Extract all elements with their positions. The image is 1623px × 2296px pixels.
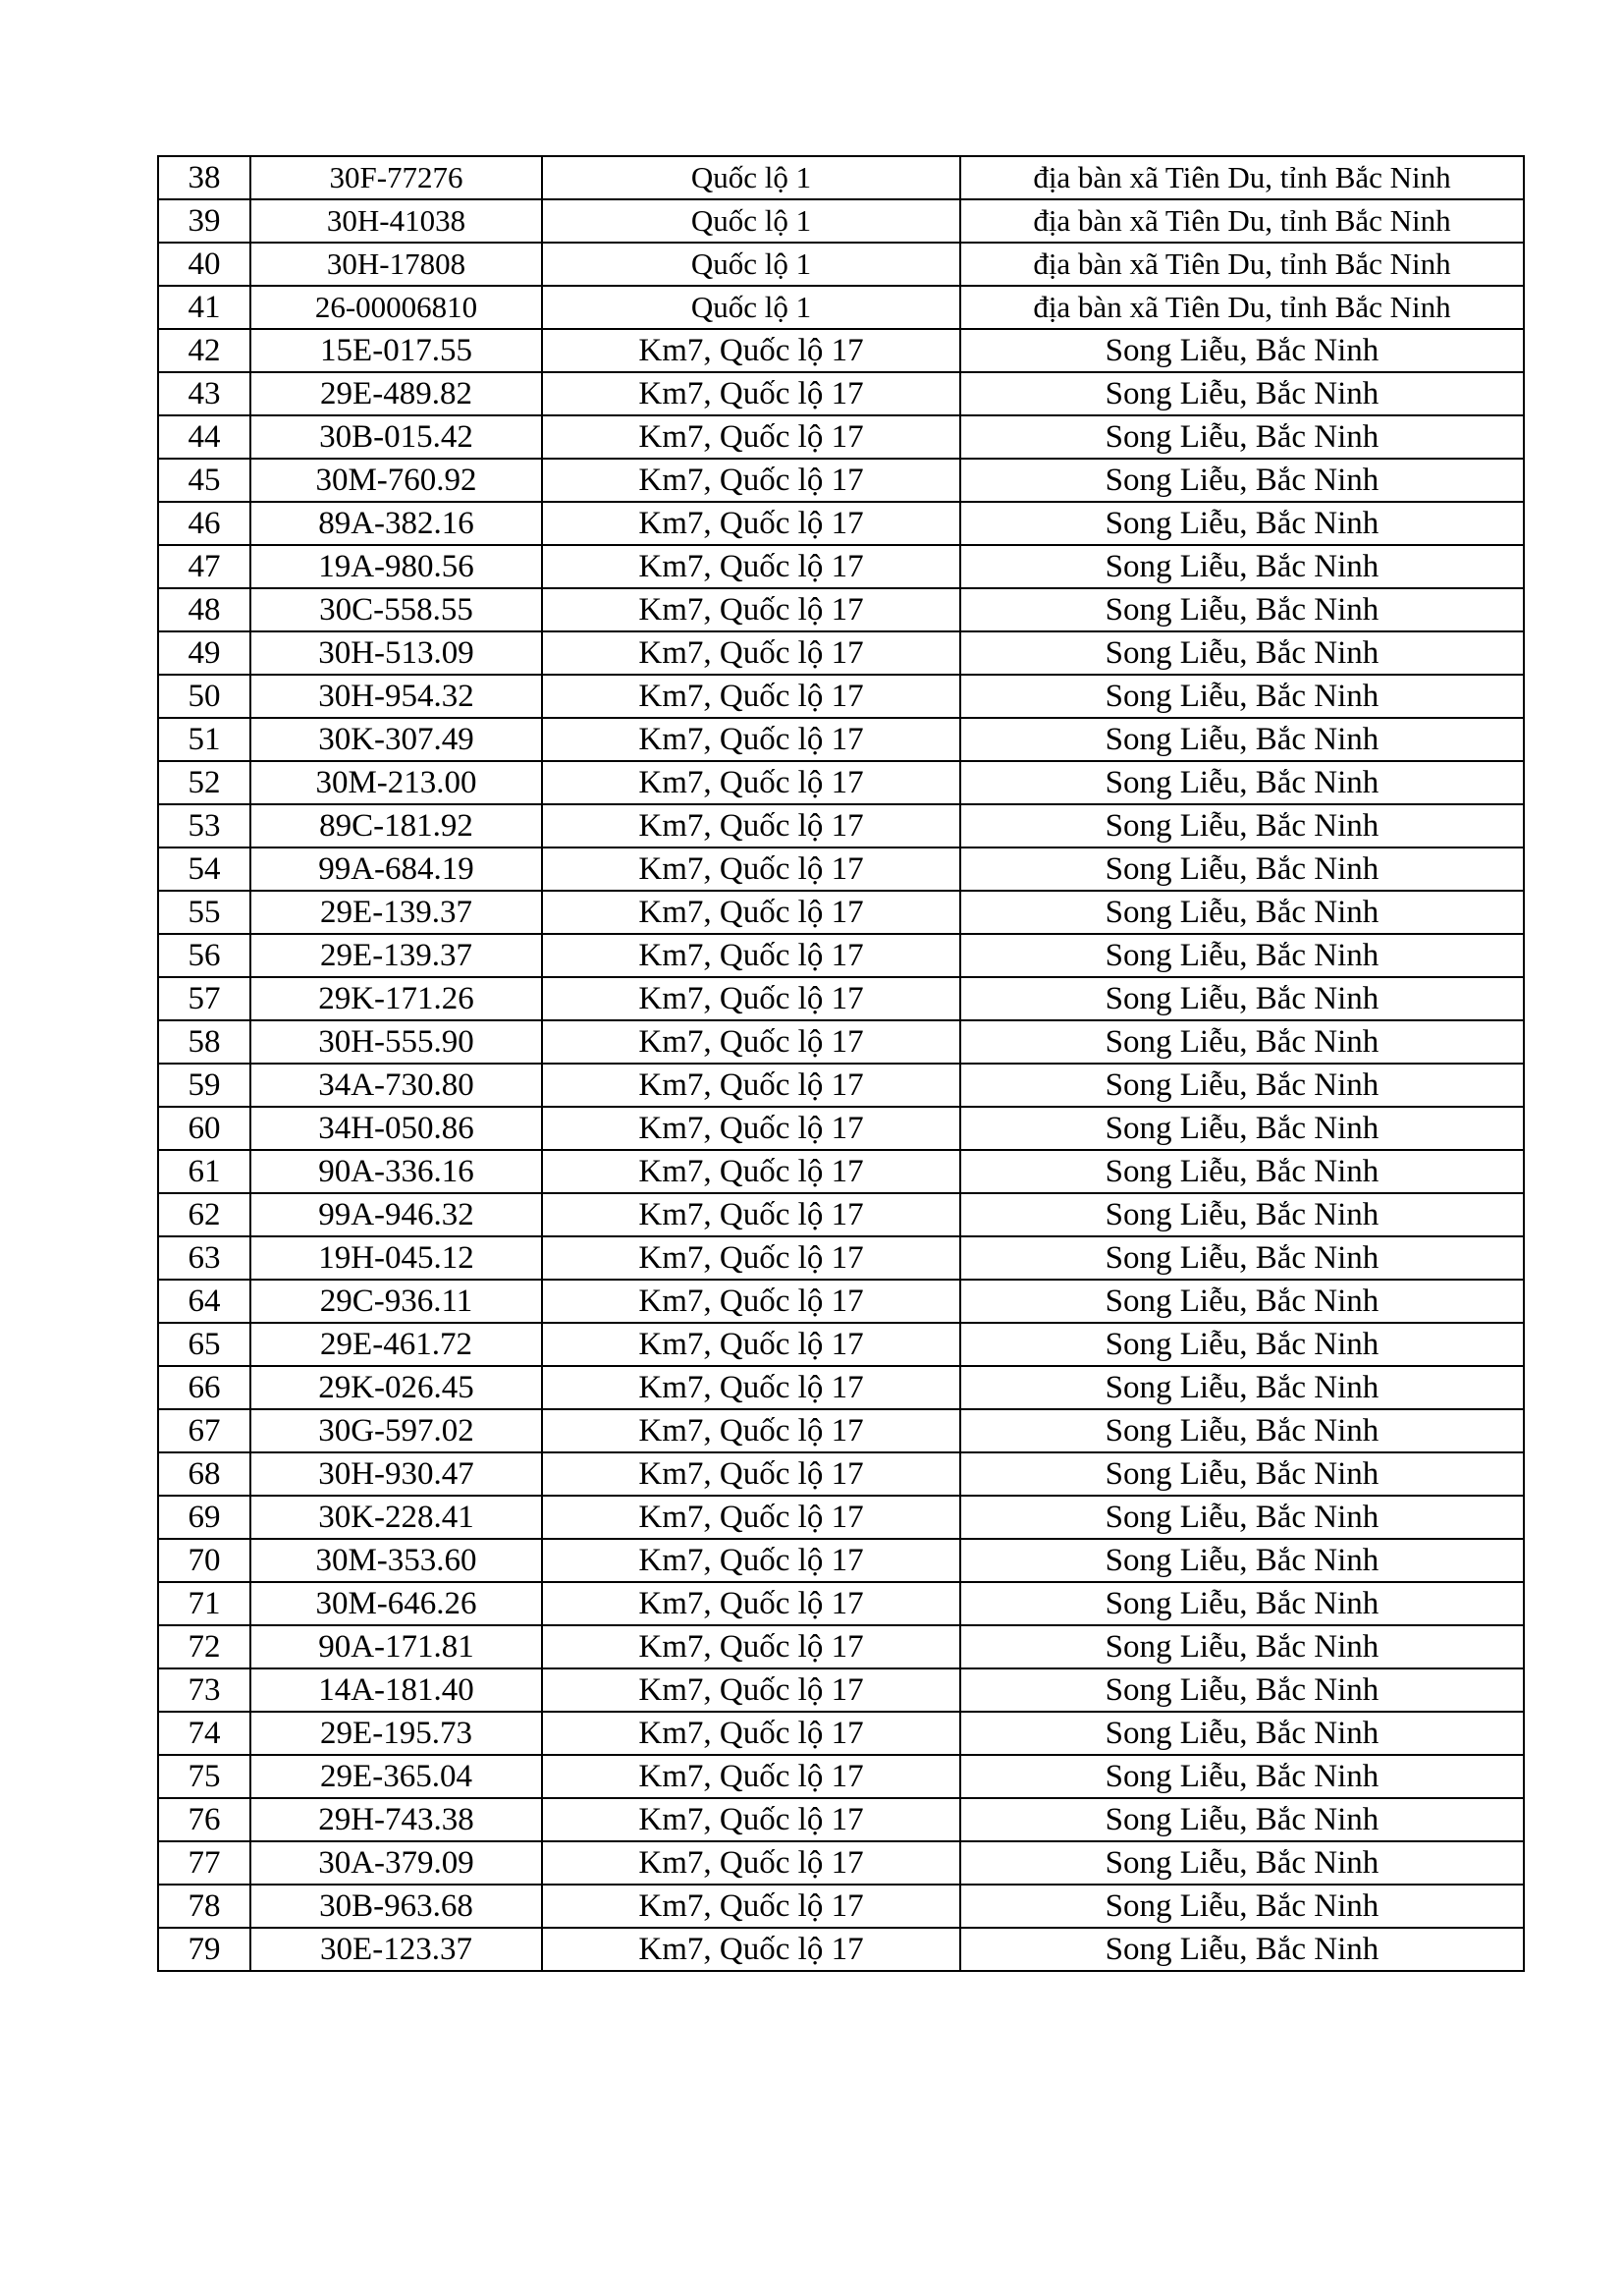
license-plate-cell: 30H-954.32: [250, 675, 542, 718]
road-cell: Km7, Quốc lộ 17: [542, 1020, 960, 1064]
license-plate-cell: 30M-646.26: [250, 1582, 542, 1625]
license-plate-cell: 29E-489.82: [250, 372, 542, 415]
location-cell: Song Liễu, Bắc Ninh: [960, 675, 1524, 718]
location-cell: Song Liễu, Bắc Ninh: [960, 1755, 1524, 1798]
row-number-cell: 40: [158, 243, 250, 286]
license-plate-cell: 30E-123.37: [250, 1928, 542, 1971]
row-number-cell: 73: [158, 1668, 250, 1712]
row-number-cell: 68: [158, 1452, 250, 1496]
table-row: [158, 1366, 1524, 1409]
table-row: [158, 1496, 1524, 1539]
row-number-cell: 67: [158, 1409, 250, 1452]
table-row: [158, 1107, 1524, 1150]
row-number-cell: 59: [158, 1064, 250, 1107]
table-row: [158, 1798, 1524, 1841]
row-number-cell: 48: [158, 588, 250, 631]
road-cell: Km7, Quốc lộ 17: [542, 1409, 960, 1452]
location-cell: Song Liễu, Bắc Ninh: [960, 1193, 1524, 1236]
row-number-cell: 41: [158, 286, 250, 329]
table-row: [158, 1452, 1524, 1496]
license-plate-cell: 30K-307.49: [250, 718, 542, 761]
row-number-cell: 75: [158, 1755, 250, 1798]
location-cell: Song Liễu, Bắc Ninh: [960, 1452, 1524, 1496]
license-plate-cell: 34A-730.80: [250, 1064, 542, 1107]
location-cell: địa bàn xã Tiên Du, tỉnh Bắc Ninh: [960, 243, 1524, 286]
location-cell: Song Liễu, Bắc Ninh: [960, 1928, 1524, 1971]
table-row: [158, 1409, 1524, 1452]
table-row: [158, 286, 1524, 329]
row-number-cell: 66: [158, 1366, 250, 1409]
row-number-cell: 55: [158, 891, 250, 934]
location-cell: Song Liễu, Bắc Ninh: [960, 502, 1524, 545]
row-number-cell: 79: [158, 1928, 250, 1971]
row-number-cell: 61: [158, 1150, 250, 1193]
table-row: [158, 977, 1524, 1020]
table-row: [158, 847, 1524, 891]
row-number-cell: 54: [158, 847, 250, 891]
row-number-cell: 69: [158, 1496, 250, 1539]
row-number-cell: 49: [158, 631, 250, 675]
road-cell: Km7, Quốc lộ 17: [542, 545, 960, 588]
license-plate-cell: 19H-045.12: [250, 1236, 542, 1280]
row-number-cell: 51: [158, 718, 250, 761]
location-cell: Song Liễu, Bắc Ninh: [960, 1668, 1524, 1712]
road-cell: Km7, Quốc lộ 17: [542, 675, 960, 718]
location-cell: Song Liễu, Bắc Ninh: [960, 1236, 1524, 1280]
license-plate-cell: 34H-050.86: [250, 1107, 542, 1150]
road-cell: Km7, Quốc lộ 17: [542, 1798, 960, 1841]
road-cell: Quốc lộ 1: [542, 156, 960, 199]
road-cell: Km7, Quốc lộ 17: [542, 1928, 960, 1971]
location-cell: Song Liễu, Bắc Ninh: [960, 1366, 1524, 1409]
table-row: [158, 891, 1524, 934]
road-cell: Quốc lộ 1: [542, 199, 960, 243]
road-cell: Km7, Quốc lộ 17: [542, 761, 960, 804]
violations-table: [157, 155, 1525, 1972]
location-cell: Song Liễu, Bắc Ninh: [960, 977, 1524, 1020]
table-row: [158, 1625, 1524, 1668]
location-cell: Song Liễu, Bắc Ninh: [960, 1798, 1524, 1841]
table-row: [158, 1193, 1524, 1236]
location-cell: Song Liễu, Bắc Ninh: [960, 329, 1524, 372]
table-row: [158, 1582, 1524, 1625]
row-number-cell: 58: [158, 1020, 250, 1064]
row-number-cell: 65: [158, 1323, 250, 1366]
row-number-cell: 62: [158, 1193, 250, 1236]
license-plate-cell: 29E-365.04: [250, 1755, 542, 1798]
table-row: [158, 1323, 1524, 1366]
road-cell: Km7, Quốc lộ 17: [542, 1496, 960, 1539]
row-number-cell: 63: [158, 1236, 250, 1280]
row-number-cell: 47: [158, 545, 250, 588]
row-number-cell: 57: [158, 977, 250, 1020]
road-cell: Km7, Quốc lộ 17: [542, 1625, 960, 1668]
road-cell: Km7, Quốc lộ 17: [542, 1452, 960, 1496]
license-plate-cell: 29H-743.38: [250, 1798, 542, 1841]
license-plate-cell: 29E-195.73: [250, 1712, 542, 1755]
license-plate-cell: 30H-41038: [250, 199, 542, 243]
table-body: [158, 156, 1524, 1971]
license-plate-cell: 30F-77276: [250, 156, 542, 199]
location-cell: Song Liễu, Bắc Ninh: [960, 631, 1524, 675]
location-cell: địa bàn xã Tiên Du, tỉnh Bắc Ninh: [960, 199, 1524, 243]
row-number-cell: 74: [158, 1712, 250, 1755]
row-number-cell: 78: [158, 1885, 250, 1928]
table-row: [158, 243, 1524, 286]
location-cell: Song Liễu, Bắc Ninh: [960, 718, 1524, 761]
table-row: [158, 1236, 1524, 1280]
road-cell: Km7, Quốc lộ 17: [542, 372, 960, 415]
location-cell: Song Liễu, Bắc Ninh: [960, 1409, 1524, 1452]
table-row: [158, 372, 1524, 415]
location-cell: địa bàn xã Tiên Du, tỉnh Bắc Ninh: [960, 286, 1524, 329]
license-plate-cell: 30H-555.90: [250, 1020, 542, 1064]
row-number-cell: 45: [158, 459, 250, 502]
road-cell: Km7, Quốc lộ 17: [542, 1668, 960, 1712]
table-row: [158, 459, 1524, 502]
road-cell: Km7, Quốc lộ 17: [542, 1366, 960, 1409]
road-cell: Km7, Quốc lộ 17: [542, 1582, 960, 1625]
road-cell: Km7, Quốc lộ 17: [542, 459, 960, 502]
table-row: [158, 631, 1524, 675]
license-plate-cell: 30M-213.00: [250, 761, 542, 804]
location-cell: Song Liễu, Bắc Ninh: [960, 1582, 1524, 1625]
license-plate-cell: 15E-017.55: [250, 329, 542, 372]
license-plate-cell: 30G-597.02: [250, 1409, 542, 1452]
road-cell: Km7, Quốc lộ 17: [542, 631, 960, 675]
location-cell: Song Liễu, Bắc Ninh: [960, 1107, 1524, 1150]
license-plate-cell: 29E-139.37: [250, 934, 542, 977]
location-cell: Song Liễu, Bắc Ninh: [960, 1280, 1524, 1323]
license-plate-cell: 99A-946.32: [250, 1193, 542, 1236]
road-cell: Km7, Quốc lộ 17: [542, 804, 960, 847]
location-cell: Song Liễu, Bắc Ninh: [960, 1064, 1524, 1107]
location-cell: Song Liễu, Bắc Ninh: [960, 1712, 1524, 1755]
row-number-cell: 53: [158, 804, 250, 847]
license-plate-cell: 90A-171.81: [250, 1625, 542, 1668]
road-cell: Km7, Quốc lộ 17: [542, 502, 960, 545]
location-cell: Song Liễu, Bắc Ninh: [960, 1496, 1524, 1539]
license-plate-cell: 29E-139.37: [250, 891, 542, 934]
table-row: [158, 1885, 1524, 1928]
row-number-cell: 70: [158, 1539, 250, 1582]
row-number-cell: 56: [158, 934, 250, 977]
road-cell: Km7, Quốc lộ 17: [542, 1107, 960, 1150]
table-row: [158, 1712, 1524, 1755]
table-row: [158, 718, 1524, 761]
table-row: [158, 588, 1524, 631]
table-row: [158, 329, 1524, 372]
road-cell: Km7, Quốc lộ 17: [542, 1323, 960, 1366]
table-row: [158, 1928, 1524, 1971]
road-cell: Km7, Quốc lộ 17: [542, 415, 960, 459]
road-cell: Km7, Quốc lộ 17: [542, 1280, 960, 1323]
table-row: [158, 1755, 1524, 1798]
location-cell: Song Liễu, Bắc Ninh: [960, 934, 1524, 977]
table-row: [158, 1841, 1524, 1885]
row-number-cell: 52: [158, 761, 250, 804]
license-plate-cell: 30H-513.09: [250, 631, 542, 675]
table-row: [158, 156, 1524, 199]
table-row: [158, 1539, 1524, 1582]
license-plate-cell: 30H-930.47: [250, 1452, 542, 1496]
table-row: [158, 1064, 1524, 1107]
location-cell: Song Liễu, Bắc Ninh: [960, 761, 1524, 804]
road-cell: Quốc lộ 1: [542, 286, 960, 329]
road-cell: Km7, Quốc lộ 17: [542, 1885, 960, 1928]
license-plate-cell: 14A-181.40: [250, 1668, 542, 1712]
road-cell: Km7, Quốc lộ 17: [542, 891, 960, 934]
table-row: [158, 1150, 1524, 1193]
table-row: [158, 1280, 1524, 1323]
location-cell: Song Liễu, Bắc Ninh: [960, 1625, 1524, 1668]
table-row: [158, 1020, 1524, 1064]
row-number-cell: 44: [158, 415, 250, 459]
table-row: [158, 804, 1524, 847]
license-plate-cell: 30M-760.92: [250, 459, 542, 502]
row-number-cell: 50: [158, 675, 250, 718]
license-plate-cell: 89C-181.92: [250, 804, 542, 847]
table-row: [158, 761, 1524, 804]
location-cell: Song Liễu, Bắc Ninh: [960, 804, 1524, 847]
license-plate-cell: 90A-336.16: [250, 1150, 542, 1193]
license-plate-cell: 30H-17808: [250, 243, 542, 286]
road-cell: Km7, Quốc lộ 17: [542, 1064, 960, 1107]
row-number-cell: 46: [158, 502, 250, 545]
location-cell: Song Liễu, Bắc Ninh: [960, 372, 1524, 415]
table-row: [158, 545, 1524, 588]
road-cell: Km7, Quốc lộ 17: [542, 329, 960, 372]
row-number-cell: 77: [158, 1841, 250, 1885]
location-cell: Song Liễu, Bắc Ninh: [960, 1020, 1524, 1064]
road-cell: Km7, Quốc lộ 17: [542, 718, 960, 761]
table-row: [158, 1668, 1524, 1712]
row-number-cell: 72: [158, 1625, 250, 1668]
license-plate-cell: 30B-015.42: [250, 415, 542, 459]
license-plate-cell: 19A-980.56: [250, 545, 542, 588]
location-cell: Song Liễu, Bắc Ninh: [960, 1323, 1524, 1366]
license-plate-cell: 26-00006810: [250, 286, 542, 329]
road-cell: Km7, Quốc lộ 17: [542, 847, 960, 891]
location-cell: Song Liễu, Bắc Ninh: [960, 545, 1524, 588]
location-cell: Song Liễu, Bắc Ninh: [960, 588, 1524, 631]
road-cell: Km7, Quốc lộ 17: [542, 1539, 960, 1582]
location-cell: Song Liễu, Bắc Ninh: [960, 1539, 1524, 1582]
location-cell: địa bàn xã Tiên Du, tỉnh Bắc Ninh: [960, 156, 1524, 199]
table-row: [158, 502, 1524, 545]
license-plate-cell: 30B-963.68: [250, 1885, 542, 1928]
row-number-cell: 64: [158, 1280, 250, 1323]
license-plate-cell: 29C-936.11: [250, 1280, 542, 1323]
road-cell: Km7, Quốc lộ 17: [542, 934, 960, 977]
table-row: [158, 675, 1524, 718]
location-cell: Song Liễu, Bắc Ninh: [960, 415, 1524, 459]
road-cell: Km7, Quốc lộ 17: [542, 1150, 960, 1193]
road-cell: Km7, Quốc lộ 17: [542, 1236, 960, 1280]
license-plate-cell: 30C-558.55: [250, 588, 542, 631]
road-cell: Km7, Quốc lộ 17: [542, 977, 960, 1020]
table-row: [158, 934, 1524, 977]
row-number-cell: 43: [158, 372, 250, 415]
location-cell: Song Liễu, Bắc Ninh: [960, 459, 1524, 502]
road-cell: Km7, Quốc lộ 17: [542, 588, 960, 631]
row-number-cell: 60: [158, 1107, 250, 1150]
license-plate-cell: 29E-461.72: [250, 1323, 542, 1366]
license-plate-cell: 29K-171.26: [250, 977, 542, 1020]
road-cell: Km7, Quốc lộ 17: [542, 1193, 960, 1236]
row-number-cell: 71: [158, 1582, 250, 1625]
table-row: [158, 199, 1524, 243]
license-plate-cell: 30M-353.60: [250, 1539, 542, 1582]
road-cell: Km7, Quốc lộ 17: [542, 1755, 960, 1798]
road-cell: Km7, Quốc lộ 17: [542, 1712, 960, 1755]
row-number-cell: 76: [158, 1798, 250, 1841]
row-number-cell: 39: [158, 199, 250, 243]
row-number-cell: 38: [158, 156, 250, 199]
road-cell: Km7, Quốc lộ 17: [542, 1841, 960, 1885]
location-cell: Song Liễu, Bắc Ninh: [960, 1885, 1524, 1928]
road-cell: Quốc lộ 1: [542, 243, 960, 286]
license-plate-cell: 29K-026.45: [250, 1366, 542, 1409]
license-plate-cell: 99A-684.19: [250, 847, 542, 891]
license-plate-cell: 89A-382.16: [250, 502, 542, 545]
row-number-cell: 42: [158, 329, 250, 372]
license-plate-cell: 30A-379.09: [250, 1841, 542, 1885]
table-row: [158, 415, 1524, 459]
location-cell: Song Liễu, Bắc Ninh: [960, 847, 1524, 891]
license-plate-cell: 30K-228.41: [250, 1496, 542, 1539]
location-cell: Song Liễu, Bắc Ninh: [960, 1841, 1524, 1885]
location-cell: Song Liễu, Bắc Ninh: [960, 1150, 1524, 1193]
location-cell: Song Liễu, Bắc Ninh: [960, 891, 1524, 934]
